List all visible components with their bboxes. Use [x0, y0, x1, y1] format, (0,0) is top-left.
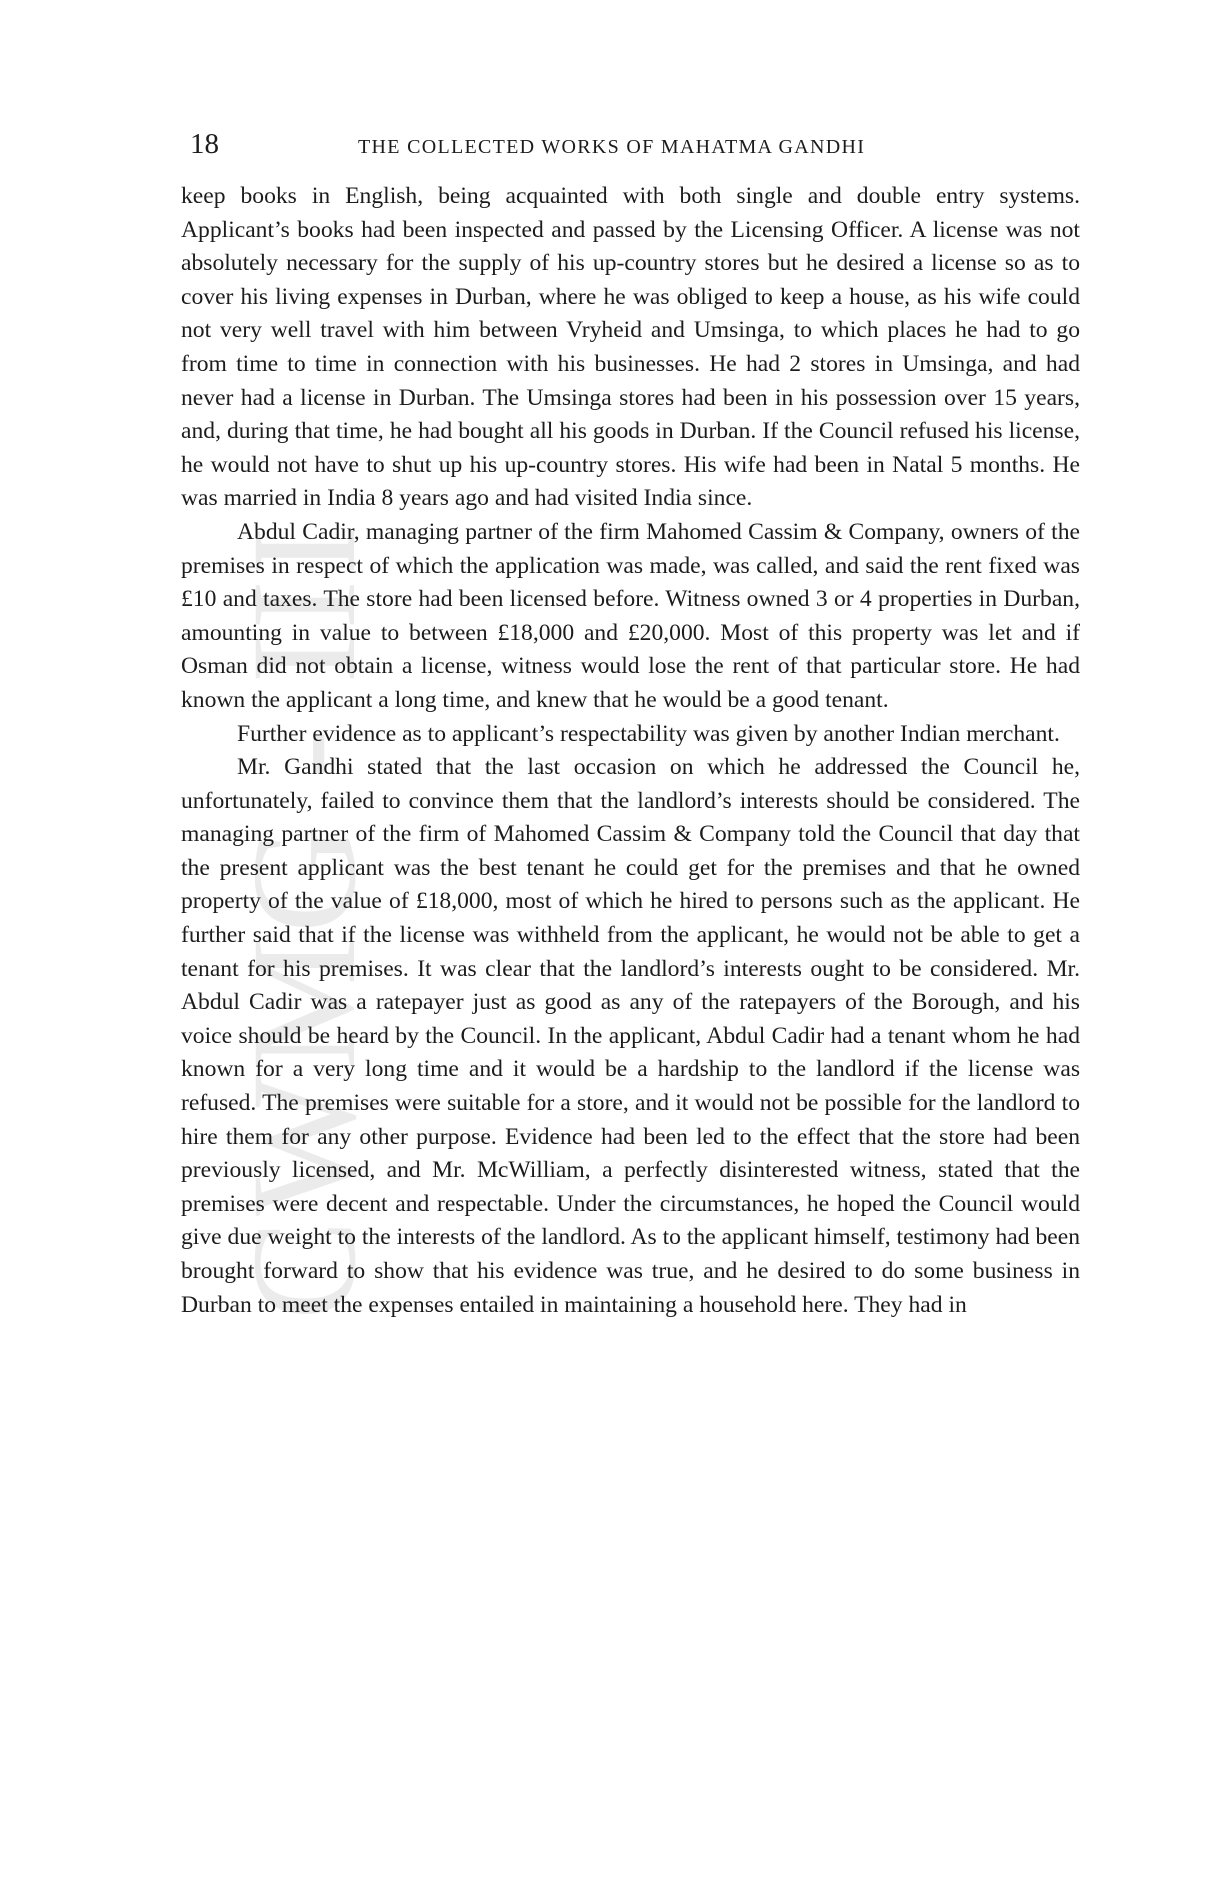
paragraph: keep books in English, being acquainted with both single and double entry systems. Applicant’s books had been inspected and passed by the Licensing Officer. A license was not absolutely necessary for the supply of his up-country stores but he desired a license so as to cover his living expenses in Durban, where he was obliged to keep a house, as his wife could not very well travel with him between Vryheid and Umsinga, to which places he had to go from time to time in connection with his businesses. He had 2 stores in Umsinga, and had never had a license in Durban. The Umsinga stores had been in his possession over 15 years, and, during that time, he had bought all his goods in Durban. If the Council refused his license, he would not have to shut up his up-country stores. His wife had been in Natal 5 months. He was married in India 8 years ago and had visited India since. — [181, 183, 1080, 512]
running-head: THE COLLECTED WORKS OF MAHATMA GANDHI — [358, 136, 866, 158]
paragraph: Abdul Cadir, managing partner of the firm Mahomed Cassim & Company, owners of the premises in respect of which the application was made, was called, and said the rent fixed was £10 and taxes. The store had been licensed before. Witness owned 3 or 4 properties in Durban, amounting in value to between £18,000 and £20,000. Most of this property was let and if Osman did not obtain a license, witness would lose the rent of that particular store. He had known the applicant a long time, and knew that he would be a good tenant. — [181, 518, 1080, 713]
paragraph: Further evidence as to applicant’s respectability was given by another Indian merchant. — [237, 720, 1060, 747]
watermark-text: CWMG - III — [221, 521, 387, 1320]
paragraph: Mr. Gandhi stated that the last occasion on which he addressed the Council he, unfortunately, failed to convince them that the landlord’s interests should be considered. The managing partner of the firm of Mahomed Cassim & Company told the Council that day that the present applicant was the best tenant he could get for the premises and that he owned property of the value of £18,000, most of which he hired to persons such as the applicant. He further said that if the license was withheld from the applicant, he would not be able to get a tenant for his premises. It was clear that the landlord’s interests ought to be considered. Mr. Abdul Cadir was a ratepayer just as good as any of the ratepayers of the Borough, and his voice should be heard by the Council. In the applicant, Abdul Cadir had a tenant whom he had known for a very long time and it would be a hardship to the landlord if the license was refused. The premises were suitable for a store, and it would not be possible for the landlord to hire them for any other purpose. Evidence had been led to the effect that the store had been previously licensed, and Mr. McWilliam, a perfectly disinterested witness, stated that the premises were decent and respectable. Under the circumstances, he hoped the Council would give due weight to the interests of the landlord. As to the applicant himself, testimony had been brought forward to show that his evidence was true, and he desired to do some business in Durban to meet the expenses entailed in maintaining a household here. They had in — [181, 754, 1080, 1318]
page-number: 18 — [190, 128, 219, 160]
body-text — [181, 180, 1080, 1322]
page-header — [190, 128, 980, 168]
